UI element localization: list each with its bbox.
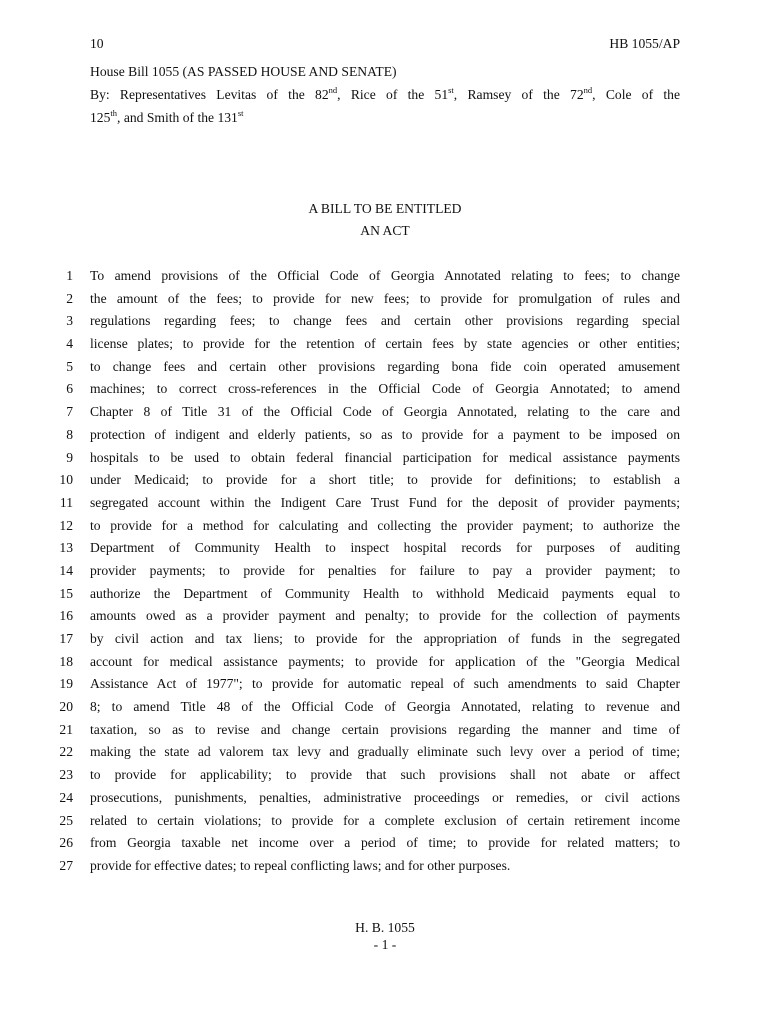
line-number: 16	[59, 608, 73, 624]
line-text: amounts owed as a provider payment and penalty; to provide for the collection of payments	[90, 608, 680, 624]
line-number: 20	[59, 699, 73, 715]
line-text: taxation, so as to revise and change certain provisions regarding the manner and time of	[90, 721, 680, 737]
ordinal-suffix: th	[110, 108, 118, 118]
sponsors-line-1	[90, 87, 680, 103]
line-number: 26	[59, 835, 73, 851]
footer-document-id: H. B. 1055	[355, 920, 415, 935]
line-text: To amend provisions of the Official Code of Georgia Annotated relating to fees; to change	[90, 268, 680, 283]
line-number: 24	[59, 789, 73, 805]
ordinal-suffix: st	[448, 85, 454, 95]
line-text: Department of Community Health to inspect hospital records for purposes of auditing	[90, 540, 680, 556]
body-line	[0, 495, 770, 518]
line-text: the amount of the fees; to provide for new fees; to provide for promulgation of rules and	[90, 290, 680, 306]
line-text: machines; to correct cross-references in the Official Code of Georgia Annotated; to amend	[90, 381, 680, 397]
body-line	[0, 654, 770, 677]
sponsor-text: , Rice of the 51	[337, 87, 449, 102]
line-text: segregated account within the Indigent Care Trust Fund for the deposit of provider payments;	[90, 494, 680, 510]
line-text: to provide for a method for calculating and collecting the provider payment; to authorize the	[90, 517, 680, 533]
body-line	[0, 313, 770, 336]
line-number: 25	[59, 812, 73, 828]
line-number: 6	[66, 381, 73, 397]
line-number: 4	[66, 336, 73, 352]
line-number: 10	[59, 472, 73, 488]
body-line	[0, 472, 770, 495]
line-number: 8	[66, 426, 73, 442]
body-line	[0, 631, 770, 654]
sponsor-text: 125	[90, 110, 111, 125]
line-number: 18	[59, 653, 73, 669]
line-number: 27	[59, 857, 73, 873]
line-text: related to certain violations; to provide for a complete exclusion of certain retirement income	[90, 812, 680, 828]
line-text: hospitals to be used to obtain federal financial participation for medical assistance payments	[90, 449, 680, 465]
line-number: 21	[59, 721, 73, 737]
line-number: 11	[59, 494, 73, 510]
body-line	[0, 722, 770, 745]
body-line	[0, 381, 770, 404]
body-line	[0, 268, 770, 291]
sponsor-text: , and Smith of the 131	[117, 110, 238, 125]
line-text: 8; to amend Title 48 of the Official Code of Georgia Annotated, relating to revenue and	[90, 699, 680, 715]
line-text: to provide for applicability; to provide that such provisions shall not abate or affect	[90, 767, 680, 783]
body-line	[0, 450, 770, 473]
sponsor-text: , Cole of the	[592, 87, 681, 102]
body-line	[0, 744, 770, 767]
line-text: license plates; to provide for the retention of certain fees by state agencies or other entities;	[90, 336, 680, 352]
line-text: Chapter 8 of Title 31 of the Official Code of Georgia Annotated, relating to the care and	[90, 404, 680, 420]
line-number: 3	[66, 313, 73, 329]
bill-heading: A BILL TO BE ENTITLED	[308, 201, 462, 216]
line-number: 14	[59, 562, 73, 578]
sponsor-text: , Ramsey of the 72	[453, 87, 584, 102]
body-line	[0, 540, 770, 563]
line-text: account for medical assistance payments; to provide for application of the "Georgia Medical	[90, 653, 680, 669]
sponsor-text: By: Representatives Levitas of the 82	[90, 87, 329, 102]
line-number: 5	[66, 358, 73, 374]
body-line	[0, 767, 770, 790]
document-id: HB 1055/AP	[609, 36, 680, 51]
line-text: regulations regarding fees; to change fees and certain other provisions regarding special	[90, 313, 680, 329]
ordinal-suffix: nd	[328, 85, 338, 95]
line-text: making the state ad valorem tax levy and gradually eliminate such levy over a period of time;	[90, 744, 680, 760]
line-text: prosecutions, punishments, penalties, administrative proceedings or remedies, or civil actions	[90, 789, 680, 805]
line-text: authorize the Department of Community Health to withhold Medicaid payments equal to	[90, 585, 680, 601]
line-text: provide for effective dates; to repeal conflicting laws; and for other purposes.	[90, 857, 511, 873]
line-number: 17	[59, 631, 73, 646]
body-line	[0, 835, 770, 858]
line-text: from Georgia taxable net income over a period of time; to provide for related matters; to	[90, 835, 680, 851]
line-number: 13	[59, 540, 73, 556]
line-text: under Medicaid; to provide for a short title; to provide for definitions; to establish a	[90, 472, 680, 488]
ordinal-suffix: nd	[583, 85, 593, 95]
line-number: 7	[66, 404, 73, 420]
body-line	[0, 586, 770, 609]
sponsors-line-2	[90, 110, 244, 126]
line-number: 22	[59, 744, 73, 760]
line-number: 1	[66, 268, 73, 283]
line-number: 2	[66, 290, 73, 306]
act-heading: AN ACT	[360, 223, 410, 238]
line-number: 9	[66, 449, 73, 465]
line-text: provider payments; to provide for penalties for failure to pay a provider payment; to	[90, 562, 680, 578]
bill-body	[0, 268, 770, 881]
body-line	[0, 790, 770, 813]
body-line	[0, 676, 770, 699]
body-line	[0, 858, 770, 881]
bill-title: House Bill 1055 (AS PASSED HOUSE AND SENATE)	[90, 64, 397, 79]
body-line	[0, 563, 770, 586]
body-line	[0, 608, 770, 631]
body-line	[0, 813, 770, 836]
line-number: 15	[59, 585, 73, 601]
ordinal-suffix: st	[237, 108, 244, 118]
body-line	[0, 427, 770, 450]
body-line	[0, 518, 770, 541]
body-line	[0, 404, 770, 427]
body-line	[0, 699, 770, 722]
line-text: Assistance Act of 1977"; to provide for automatic repeal of such amendments to said Chapter	[90, 676, 680, 692]
line-number: 19	[59, 676, 73, 692]
line-text: to change fees and certain other provisions regarding bona fide coin operated amusement	[90, 358, 680, 374]
body-line	[0, 336, 770, 359]
page-number: 10	[90, 36, 104, 51]
body-line	[0, 359, 770, 382]
footer-page-number: - 1 -	[373, 937, 397, 952]
line-number: 12	[59, 517, 73, 533]
line-number: 23	[59, 767, 73, 783]
line-text: protection of indigent and elderly patients, so as to provide for a payment to be imposed on	[90, 426, 680, 442]
body-line	[0, 291, 770, 314]
line-text: by civil action and tax liens; to provide for the appropriation of funds in the segregated	[90, 631, 680, 646]
